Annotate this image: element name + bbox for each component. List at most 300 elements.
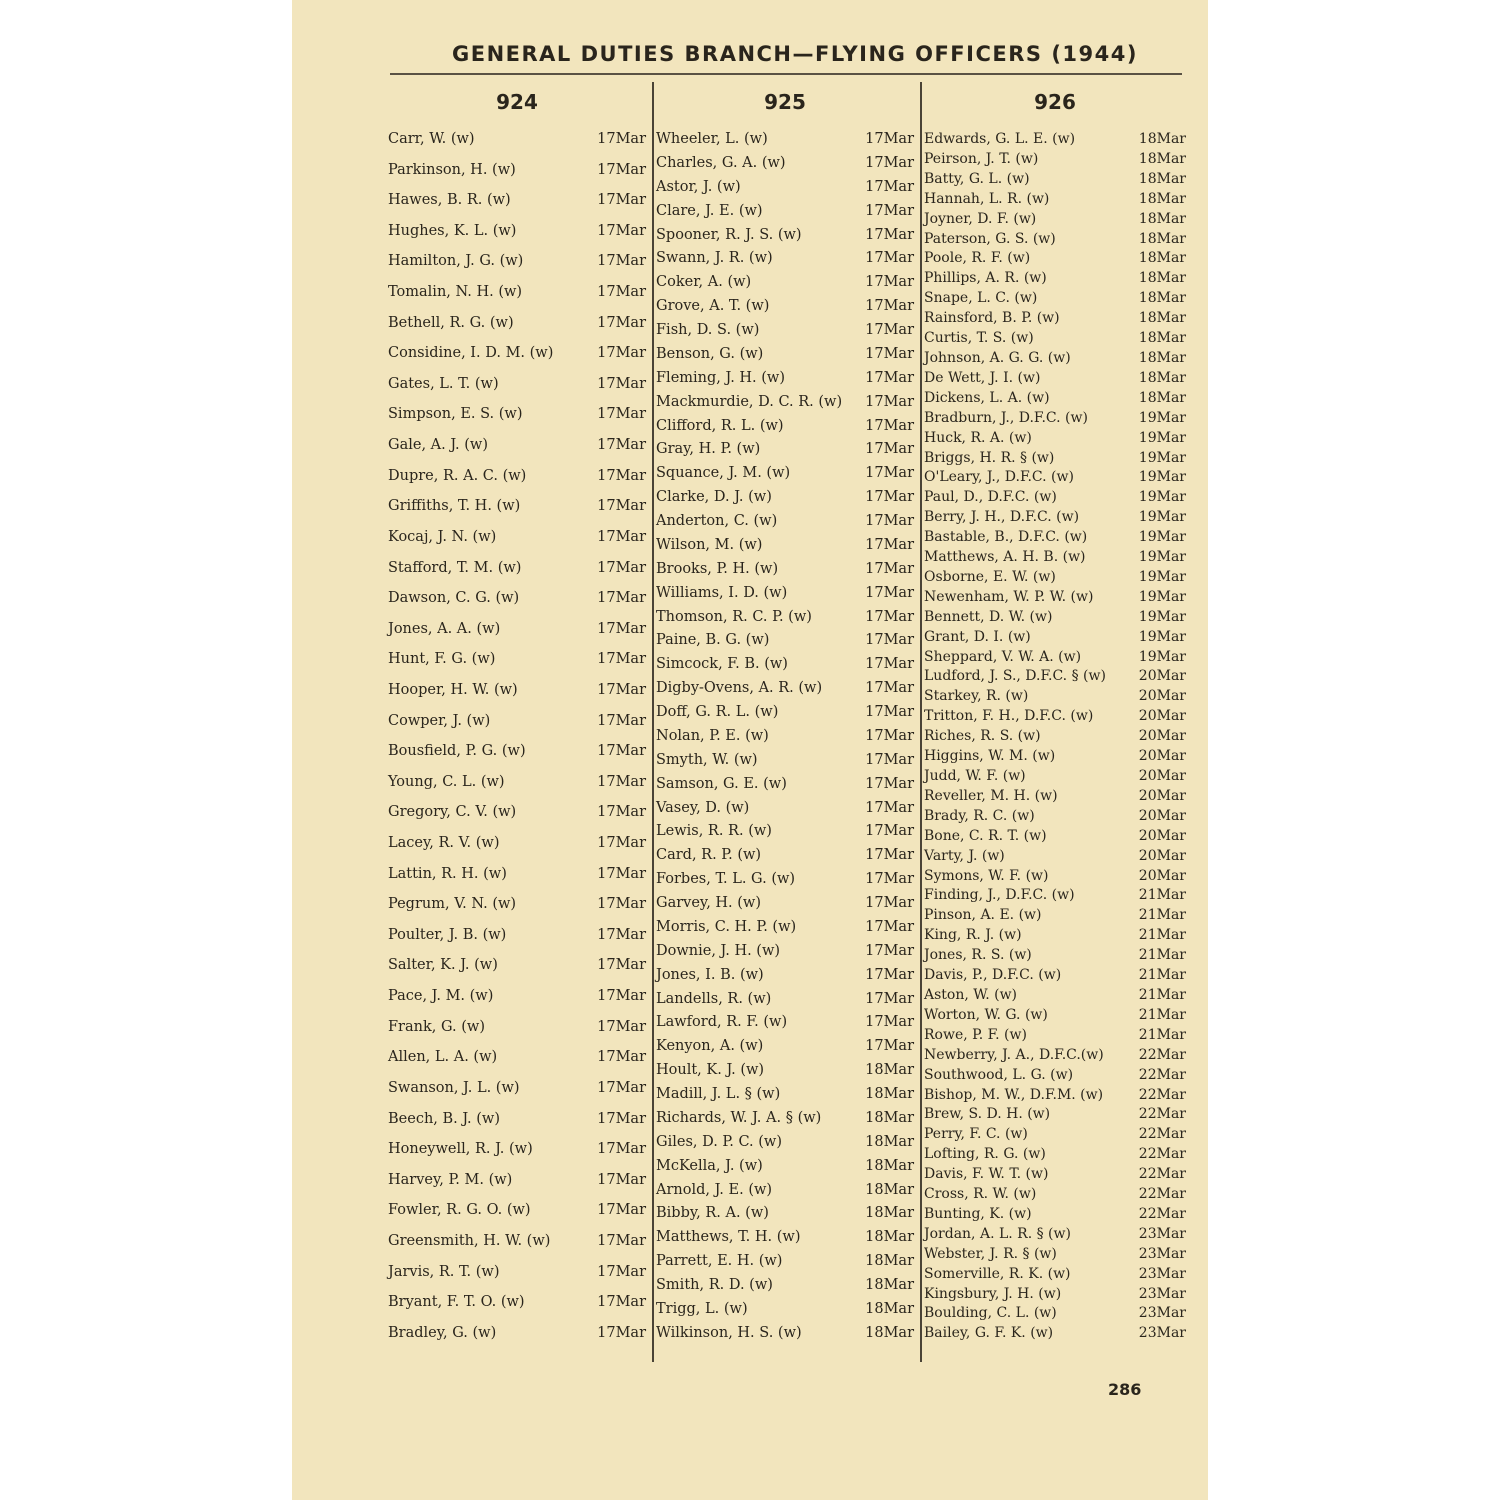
list-item <box>924 749 1186 764</box>
list-item <box>656 442 914 458</box>
seniority-date: 17Mar <box>597 712 646 729</box>
seniority-date: 18Mar <box>1138 250 1186 267</box>
list-item <box>388 683 646 699</box>
list-item <box>656 610 914 626</box>
list-item <box>924 689 1186 704</box>
seniority-date: 17Mar <box>865 322 914 338</box>
list-item <box>656 1159 914 1175</box>
officer-name: Worton, W. G. (w) <box>924 1006 1048 1023</box>
seniority-date: 17Mar <box>597 773 646 790</box>
officer-name: Salter, K. J. (w) <box>388 957 498 974</box>
seniority-date: 18Mar <box>1138 369 1186 386</box>
list-item <box>388 316 646 332</box>
seniority-date: 17Mar <box>597 835 646 852</box>
list-item <box>656 132 914 148</box>
list-item <box>388 1142 646 1158</box>
list-item <box>924 590 1186 605</box>
officer-name: Davis, P., D.F.C. (w) <box>924 967 1062 984</box>
officer-name: Parrett, E. H. (w) <box>656 1253 783 1270</box>
officer-name: Fish, D. S. (w) <box>656 322 760 338</box>
officer-name: O'Leary, J., D.F.C. (w) <box>924 469 1074 486</box>
officer-name: Rainsford, B. P. (w) <box>924 310 1060 327</box>
list-item <box>656 299 914 315</box>
seniority-date: 18Mar <box>865 1062 914 1079</box>
seniority-date: 20Mar <box>1138 847 1186 864</box>
officer-name: Allen, L. A. (w) <box>388 1049 498 1066</box>
seniority-date: 19Mar <box>1138 429 1186 446</box>
seniority-date: 17Mar <box>865 608 914 625</box>
seniority-date: 17Mar <box>597 896 646 913</box>
officer-name: Mackmurdie, D. C. R. (w) <box>656 393 843 410</box>
list-item <box>656 347 914 363</box>
officer-name: Gregory, C. V. (w) <box>388 804 517 821</box>
list-item <box>388 132 646 148</box>
list-item <box>656 586 914 602</box>
list-item <box>924 172 1186 187</box>
seniority-date: 21Mar <box>1138 967 1186 984</box>
officer-name: Beech, B. J. (w) <box>388 1110 500 1127</box>
seniority-date: 21Mar <box>1138 927 1186 944</box>
officer-name: Carr, W. (w) <box>388 131 475 147</box>
list-item <box>656 896 914 912</box>
list-item <box>924 251 1186 266</box>
list-item <box>388 163 646 179</box>
list-item <box>656 204 914 220</box>
list-item <box>924 351 1186 366</box>
officer-name: Southwood, L. G. (w) <box>924 1066 1074 1083</box>
seniority-date: 17Mar <box>597 498 646 515</box>
list-item <box>656 681 914 697</box>
list-item <box>924 809 1186 824</box>
officer-name: Poulter, J. B. (w) <box>388 926 507 943</box>
officer-name: Grove, A. T. (w) <box>656 298 770 315</box>
list-item <box>388 224 646 240</box>
officer-name: Bousfield, P. G. (w) <box>388 743 526 760</box>
officer-name: Morris, C. H. P. (w) <box>656 918 797 935</box>
list-item <box>656 1183 914 1199</box>
officer-name: Snape, L. C. (w) <box>924 290 1038 307</box>
entry-list <box>924 132 1186 1342</box>
officer-name: Jordan, A. L. R. § (w) <box>924 1225 1071 1242</box>
seniority-date: 17Mar <box>865 823 914 840</box>
list-item <box>656 705 914 721</box>
officer-name: Williams, I. D. (w) <box>656 584 788 601</box>
seniority-date: 17Mar <box>597 161 646 178</box>
list-item <box>656 801 914 817</box>
officer-name: Forbes, T. L. G. (w) <box>656 871 796 888</box>
list-item <box>388 1020 646 1036</box>
officer-name: Aston, W. (w) <box>924 986 1018 1003</box>
seniority-date: 17Mar <box>597 1294 646 1311</box>
seniority-date: 17Mar <box>865 226 914 243</box>
seniority-date: 17Mar <box>865 417 914 434</box>
list-item <box>656 1111 914 1127</box>
seniority-date: 17Mar <box>597 1018 646 1035</box>
officer-name: Simcock, F. B. (w) <box>656 656 788 673</box>
officer-name: Jarvis, R. T. (w) <box>388 1263 500 1280</box>
list-item <box>656 992 914 1008</box>
officer-name: Matthews, T. H. (w) <box>656 1229 801 1246</box>
list-item <box>924 650 1186 665</box>
list-item <box>388 561 646 577</box>
list-item <box>924 1227 1186 1242</box>
list-item <box>656 562 914 578</box>
list-item <box>656 180 914 196</box>
list-item <box>924 550 1186 565</box>
list-item <box>656 419 914 435</box>
list-item <box>388 836 646 852</box>
seniority-date: 19Mar <box>1138 509 1186 526</box>
officer-name: Jones, I. B. (w) <box>656 966 764 983</box>
seniority-date: 17Mar <box>597 1141 646 1158</box>
seniority-date: 19Mar <box>1138 568 1186 585</box>
list-item <box>388 867 646 883</box>
officer-name: Hunt, F. G. (w) <box>388 651 496 668</box>
officer-name: Smith, R. D. (w) <box>656 1277 773 1293</box>
officer-name: Matthews, A. H. B. (w) <box>924 549 1086 566</box>
list-item <box>656 753 914 769</box>
list-item <box>388 346 646 362</box>
officer-name: Lacey, R. V. (w) <box>388 835 500 852</box>
seniority-date: 17Mar <box>865 704 914 720</box>
seniority-date: 23Mar <box>1138 1285 1186 1302</box>
officer-name: Huck, R. A. (w) <box>924 429 1032 446</box>
list-item <box>656 1087 914 1103</box>
officer-name: Lewis, R. R. (w) <box>656 823 772 840</box>
officer-name: Doff, G. R. L. (w) <box>656 704 779 720</box>
seniority-date: 17Mar <box>865 202 914 219</box>
seniority-date: 17Mar <box>597 1232 646 1249</box>
list-item <box>924 331 1186 346</box>
seniority-date: 17Mar <box>865 369 914 386</box>
officer-name: De Wett, J. I. (w) <box>924 369 1041 386</box>
officer-name: Bethell, R. G. (w) <box>388 314 514 331</box>
officer-name: Trigg, L. (w) <box>656 1300 748 1317</box>
seniority-date: 22Mar <box>1138 1166 1186 1183</box>
seniority-date: 17Mar <box>865 727 914 744</box>
officer-name: Kocaj, J. N. (w) <box>388 528 497 545</box>
seniority-date: 17Mar <box>865 966 914 983</box>
list-item <box>924 729 1186 744</box>
seniority-date: 21Mar <box>1138 947 1186 964</box>
list-item <box>924 431 1186 446</box>
seniority-date: 18Mar <box>865 1300 914 1317</box>
officer-name: Lattin, R. H. (w) <box>388 865 507 882</box>
seniority-date: 17Mar <box>865 895 914 911</box>
seniority-date: 17Mar <box>597 1324 646 1341</box>
officer-name: Smyth, W. (w) <box>656 751 758 768</box>
officer-name: Landells, R. (w) <box>656 990 772 1007</box>
officer-name: Card, R. P. (w) <box>656 847 762 864</box>
list-item <box>924 888 1186 903</box>
seniority-date: 17Mar <box>865 250 914 267</box>
officer-name: Higgins, W. M. (w) <box>924 748 1056 765</box>
officer-name: Paterson, G. S. (w) <box>924 230 1056 247</box>
officer-name: Anderton, C. (w) <box>656 513 778 529</box>
officer-name: Bryant, F. T. O. (w) <box>388 1294 525 1311</box>
seniority-date: 18Mar <box>1138 230 1186 247</box>
list-item <box>924 1167 1186 1182</box>
list-item <box>388 469 646 485</box>
seniority-date: 17Mar <box>597 284 646 301</box>
officer-name: Dawson, C. G. (w) <box>388 590 520 607</box>
entry-list <box>656 132 914 1342</box>
seniority-date: 21Mar <box>1138 1026 1186 1043</box>
list-item <box>656 251 914 267</box>
officer-name: Lawford, R. F. (w) <box>656 1014 788 1031</box>
seniority-date: 17Mar <box>597 437 646 454</box>
officer-name: Bishop, M. W., D.F.M. (w) <box>924 1086 1104 1103</box>
list-item <box>656 275 914 291</box>
list-item <box>924 132 1186 147</box>
officer-name: Brooks, P. H. (w) <box>656 560 779 577</box>
seniority-date: 19Mar <box>1138 469 1186 486</box>
officer-name: Curtis, T. S. (w) <box>924 330 1034 347</box>
seniority-date: 17Mar <box>865 1038 914 1055</box>
officer-name: McKella, J. (w) <box>656 1157 763 1174</box>
seniority-date: 20Mar <box>1138 768 1186 784</box>
list-item <box>656 1326 914 1342</box>
officer-name: Pace, J. M. (w) <box>388 988 494 1005</box>
officer-name: Clarke, D. J. (w) <box>656 489 772 506</box>
seniority-date: 18Mar <box>1138 310 1186 327</box>
page-number: 286 <box>1108 1380 1142 1399</box>
officer-name: Boulding, C. L. (w) <box>924 1305 1057 1322</box>
seniority-date: 18Mar <box>865 1181 914 1198</box>
seniority-date: 17Mar <box>597 253 646 270</box>
officer-name: Varty, J. (w) <box>924 847 1005 864</box>
officer-name: Dickens, L. A. (w) <box>924 389 1050 406</box>
officer-name: Bastable, B., D.F.C. (w) <box>924 529 1088 546</box>
list-item <box>656 920 914 936</box>
list-item <box>388 1234 646 1250</box>
seniority-date: 23Mar <box>1138 1245 1186 1262</box>
officer-name: Kingsbury, J. H. (w) <box>924 1285 1062 1302</box>
seniority-date: 19Mar <box>1138 648 1186 665</box>
seniority-date: 22Mar <box>1138 1205 1186 1222</box>
list-item <box>656 1063 914 1079</box>
officer-name: Pinson, A. E. (w) <box>924 907 1042 924</box>
seniority-date: 17Mar <box>597 1079 646 1096</box>
officer-name: Downie, J. H. (w) <box>656 942 781 959</box>
officer-name: Arnold, J. E. (w) <box>656 1181 773 1198</box>
list-item <box>924 391 1186 406</box>
list-item <box>924 610 1186 625</box>
officer-name: Bradley, G. (w) <box>388 1324 497 1341</box>
list-item <box>924 1008 1186 1023</box>
officer-name: Osborne, E. W. (w) <box>924 568 1056 585</box>
seniority-date: 17Mar <box>597 651 646 668</box>
page-title: GENERAL DUTIES BRANCH—FLYING OFFICERS (1944) <box>452 42 1138 66</box>
list-item <box>924 232 1186 247</box>
seniority-date: 17Mar <box>865 345 914 362</box>
seniority-date: 17Mar <box>597 743 646 760</box>
list-item <box>924 1287 1186 1302</box>
list-item <box>656 1302 914 1318</box>
list-item <box>924 1147 1186 1162</box>
officer-name: Grant, D. I. (w) <box>924 628 1031 645</box>
seniority-date: 17Mar <box>597 559 646 576</box>
officer-name: Thomson, R. C. P. (w) <box>656 608 812 625</box>
seniority-date: 17Mar <box>865 775 914 792</box>
seniority-date: 17Mar <box>865 942 914 959</box>
list-item <box>656 1254 914 1270</box>
seniority-date: 21Mar <box>1138 907 1186 924</box>
seniority-date: 17Mar <box>865 656 914 673</box>
seniority-date: 17Mar <box>597 222 646 239</box>
list-item <box>388 805 646 821</box>
officer-name: Bunting, K. (w) <box>924 1205 1032 1222</box>
list-item <box>656 657 914 673</box>
officer-name: Peirson, J. T. (w) <box>924 150 1039 167</box>
column-heading: 924 <box>496 90 538 114</box>
seniority-date: 17Mar <box>865 560 914 577</box>
seniority-date: 18Mar <box>1138 150 1186 167</box>
seniority-date: 17Mar <box>865 154 914 171</box>
officer-name: Fleming, J. H. (w) <box>656 369 785 386</box>
list-item <box>924 1068 1186 1083</box>
list-item <box>388 989 646 1005</box>
list-item <box>388 254 646 270</box>
officer-name: Richards, W. J. A. § (w) <box>656 1109 822 1126</box>
list-item <box>924 490 1186 505</box>
seniority-date: 18Mar <box>1138 330 1186 347</box>
list-item <box>924 510 1186 525</box>
list-item <box>388 1050 646 1066</box>
officer-name: Bibby, R. A. (w) <box>656 1205 769 1222</box>
list-item <box>388 1295 646 1311</box>
list-item <box>924 212 1186 227</box>
list-item <box>656 323 914 339</box>
officer-name: Phillips, A. R. (w) <box>924 270 1047 287</box>
seniority-date: 21Mar <box>1138 986 1186 1003</box>
list-item <box>924 1247 1186 1262</box>
officer-name: Somerville, R. K. (w) <box>924 1265 1071 1282</box>
list-item <box>388 622 646 638</box>
list-item <box>388 377 646 393</box>
list-item <box>924 908 1186 923</box>
officer-name: Edwards, G. L. E. (w) <box>924 131 1076 147</box>
list-item <box>388 499 646 515</box>
seniority-date: 19Mar <box>1138 608 1186 625</box>
seniority-date: 17Mar <box>597 1171 646 1188</box>
seniority-date: 17Mar <box>865 536 914 553</box>
seniority-date: 18Mar <box>1138 349 1186 366</box>
list-item <box>388 591 646 607</box>
officer-name: Johnson, A. G. G. (w) <box>924 349 1071 366</box>
list-item <box>656 872 914 888</box>
list-item <box>924 988 1186 1003</box>
seniority-date: 19Mar <box>1138 588 1186 605</box>
officer-name: Sheppard, V. W. A. (w) <box>924 648 1082 665</box>
list-item <box>924 570 1186 585</box>
list-item <box>656 1278 914 1294</box>
officer-name: Batty, G. L. (w) <box>924 170 1030 187</box>
list-item <box>656 156 914 172</box>
officer-name: Tritton, F. H., D.F.C. (w) <box>924 708 1094 725</box>
officer-name: Stafford, T. M. (w) <box>388 559 522 576</box>
list-item <box>388 407 646 423</box>
officer-name: Joyner, D. F. (w) <box>924 210 1037 227</box>
list-item <box>656 228 914 244</box>
officer-name: Greensmith, H. W. (w) <box>388 1232 551 1249</box>
list-item <box>656 514 914 530</box>
list-item <box>924 152 1186 167</box>
seniority-date: 17Mar <box>597 467 646 484</box>
seniority-date: 17Mar <box>597 1263 646 1280</box>
seniority-date: 17Mar <box>597 865 646 882</box>
officer-name: Tomalin, N. H. (w) <box>388 284 523 301</box>
officer-name: Bone, C. R. T. (w) <box>924 827 1047 844</box>
officer-name: Giles, D. P. C. (w) <box>656 1133 782 1150</box>
officer-name: Kenyon, A. (w) <box>656 1038 764 1055</box>
officer-name: Starkey, R. (w) <box>924 688 1029 705</box>
officer-name: Considine, I. D. M. (w) <box>388 345 554 362</box>
officer-name: Riches, R. S. (w) <box>924 728 1041 745</box>
list-item <box>388 928 646 944</box>
officer-name: Young, C. L. (w) <box>388 773 505 790</box>
officer-name: Newberry, J. A., D.F.C.(w) <box>924 1046 1104 1063</box>
officer-name: Wilson, M. (w) <box>656 536 763 553</box>
officer-name: Hughes, K. L. (w) <box>388 222 517 239</box>
seniority-date: 18Mar <box>1138 270 1186 287</box>
title-rule <box>390 73 1182 75</box>
list-item <box>656 1206 914 1222</box>
seniority-date: 17Mar <box>865 298 914 315</box>
seniority-date: 17Mar <box>597 926 646 943</box>
seniority-date: 18Mar <box>1138 290 1186 307</box>
list-item <box>924 968 1186 983</box>
officer-name: Spooner, R. J. S. (w) <box>656 226 802 243</box>
list-item <box>924 709 1186 724</box>
list-item <box>388 1081 646 1097</box>
officer-name: Jones, A. A. (w) <box>388 620 501 637</box>
seniority-date: 18Mar <box>1138 170 1186 187</box>
list-item <box>388 285 646 301</box>
officer-name: Cross, R. W. (w) <box>924 1186 1037 1203</box>
seniority-date: 19Mar <box>1138 449 1186 466</box>
seniority-date: 19Mar <box>1138 529 1186 546</box>
seniority-date: 17Mar <box>865 871 914 888</box>
seniority-date: 17Mar <box>865 990 914 1007</box>
seniority-date: 19Mar <box>1138 489 1186 506</box>
seniority-date: 23Mar <box>1138 1325 1186 1342</box>
list-item <box>388 775 646 791</box>
officer-name: Squance, J. M. (w) <box>656 465 791 482</box>
seniority-date: 23Mar <box>1138 1225 1186 1242</box>
list-item <box>656 538 914 554</box>
seniority-date: 19Mar <box>1138 409 1186 426</box>
list-item <box>388 744 646 760</box>
list-item <box>388 193 646 209</box>
seniority-date: 17Mar <box>597 957 646 974</box>
list-item <box>924 1267 1186 1282</box>
officer-name: Hooper, H. W. (w) <box>388 681 518 698</box>
officer-name: Brady, R. C. (w) <box>924 807 1035 824</box>
officer-name: King, R. J. (w) <box>924 927 1022 944</box>
officer-name: Griffiths, T. H. (w) <box>388 498 521 515</box>
seniority-date: 17Mar <box>597 406 646 423</box>
officer-name: Cowper, J. (w) <box>388 712 491 729</box>
seniority-date: 18Mar <box>865 1324 914 1341</box>
seniority-date: 17Mar <box>865 799 914 816</box>
officer-name: Clare, J. E. (w) <box>656 202 763 219</box>
list-item <box>388 1326 646 1342</box>
officer-name: Hoult, K. J. (w) <box>656 1062 765 1079</box>
list-item <box>924 630 1186 645</box>
officer-name: Fowler, R. G. O. (w) <box>388 1202 531 1219</box>
officer-name: Symons, W. F. (w) <box>924 867 1049 884</box>
